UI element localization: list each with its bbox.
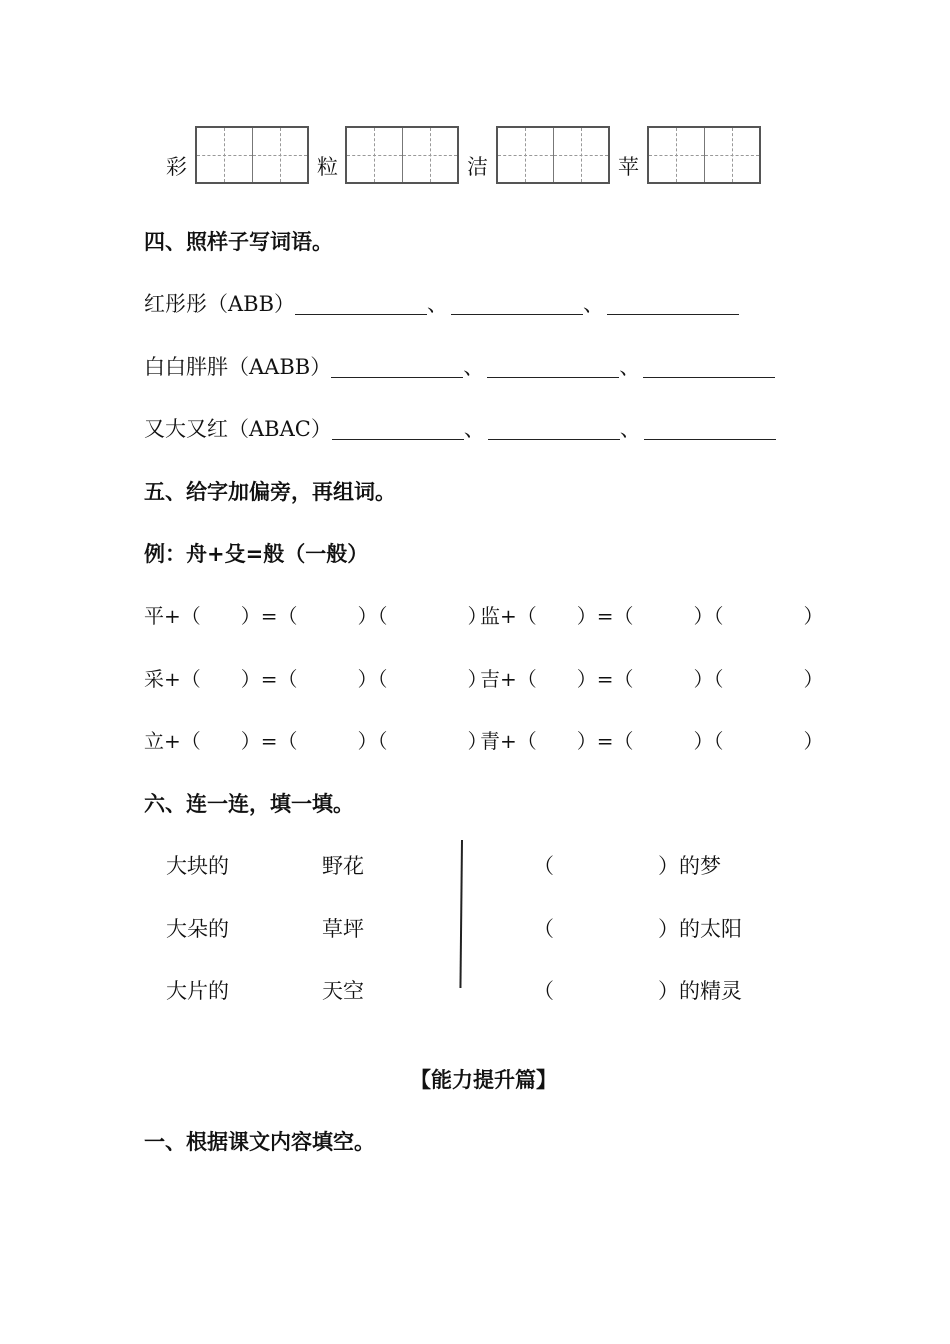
- fill-phrase-3: ）的精灵: [658, 979, 742, 1003]
- word-row-label: 又大又红（ABAC）: [144, 417, 332, 441]
- fill-phrase-1: ）的梦: [658, 854, 721, 878]
- answer-blank[interactable]: [644, 438, 776, 440]
- radical-row-left-1: 平+（ ）=（ ）（ ）: [144, 604, 488, 628]
- radical-row-left-2: 采+（ ）=（ ）（ ）: [144, 667, 488, 691]
- grid-char-3: 洁: [467, 155, 488, 179]
- answer-blank[interactable]: [451, 313, 583, 315]
- writing-grid-1: [195, 126, 309, 184]
- answer-blank[interactable]: [295, 313, 427, 315]
- match-left-2[interactable]: 大朵的: [166, 917, 229, 941]
- ability-question-1: 一、根据课文内容填空。: [144, 1130, 375, 1154]
- word-row-abb: 红彤彤（ABB） 、 、: [144, 288, 739, 318]
- divider-line: [459, 840, 463, 988]
- answer-blank[interactable]: [643, 376, 775, 378]
- radical-row-left-3: 立+（ ）=（ ）（ ）: [144, 729, 488, 753]
- section5-example: 例：舟+殳=般（一般）: [144, 542, 369, 566]
- match-left-3[interactable]: 大片的: [166, 979, 229, 1003]
- match-right-2[interactable]: 草坪: [322, 917, 364, 941]
- answer-blank[interactable]: [331, 376, 463, 378]
- answer-blank[interactable]: [332, 438, 464, 440]
- fill-open-2: （: [533, 917, 554, 941]
- fill-open-3: （: [533, 979, 554, 1003]
- grid-char-2: 粒: [317, 155, 338, 179]
- word-row-abac: 又大又红（ABAC） 、 、: [144, 413, 776, 443]
- fill-open-1: （: [533, 854, 554, 878]
- writing-grid-3: [496, 126, 610, 184]
- radical-row-right-2: 吉+（ ）=（ ）（ ）: [480, 667, 824, 691]
- word-row-aabb: 白白胖胖（AABB） 、 、: [144, 351, 775, 381]
- word-row-label: 红彤彤（ABB）: [144, 292, 296, 316]
- radical-row-right-3: 青+（ ）=（ ）（ ）: [480, 729, 824, 753]
- writing-grid-4: [647, 126, 761, 184]
- match-right-3[interactable]: 天空: [322, 979, 364, 1003]
- section4-title: 四、照样子写词语。: [144, 230, 333, 254]
- grid-char-1: 彩: [166, 155, 187, 179]
- match-right-1[interactable]: 野花: [322, 854, 364, 878]
- writing-grid-2: [345, 126, 459, 184]
- ability-heading: 【能力提升篇】: [410, 1068, 557, 1092]
- answer-blank[interactable]: [607, 313, 739, 315]
- section6-title: 六、连一连，填一填。: [144, 792, 354, 816]
- answer-blank[interactable]: [487, 376, 619, 378]
- word-row-label: 白白胖胖（AABB）: [144, 355, 332, 379]
- section5-title: 五、给字加偏旁，再组词。: [144, 480, 396, 504]
- grid-char-4: 苹: [618, 155, 639, 179]
- radical-row-right-1: 监+（ ）=（ ）（ ）: [480, 604, 824, 628]
- answer-blank[interactable]: [488, 438, 620, 440]
- match-left-1[interactable]: 大块的: [166, 854, 229, 878]
- fill-phrase-2: ）的太阳: [658, 917, 742, 941]
